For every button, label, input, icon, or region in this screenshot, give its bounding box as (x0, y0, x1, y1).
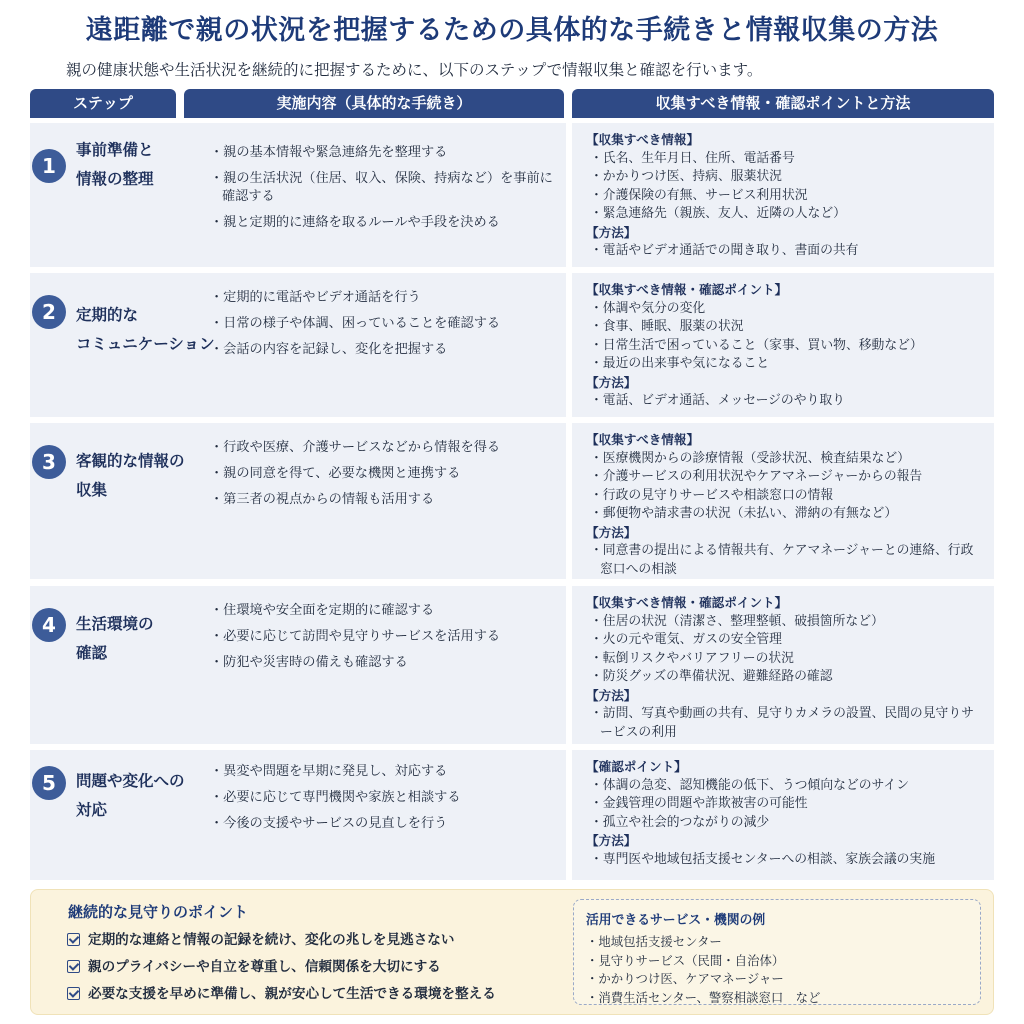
info-heading: 【収集すべき情報】 (586, 132, 700, 147)
step-title-line: 収集 (76, 481, 108, 499)
info-item: ・郵便物や請求書の状況（未払い、滞納の有無など） (590, 506, 898, 521)
step-title-line: 事前準備と (76, 141, 154, 159)
step-actions-list (210, 439, 555, 517)
service-item: ・見守りサービス（民間・自治体） (586, 952, 785, 968)
info-item: ・緊急連絡先（親族、友人、近隣の人など） (590, 206, 846, 221)
method-item: ・訪問、写真や動画の共有、見守りカメラの設置、民間の見守りサービスの利用 (590, 706, 974, 740)
info-item: ・体調や気分の変化 (590, 300, 706, 316)
info-item: ・介護保険の有無、サービス利用状況 (590, 187, 808, 203)
services-box (573, 899, 981, 1005)
action-item: ・必要に応じて専門機関や家族と相談する (210, 790, 461, 805)
method-item: ・同意書の提出による情報共有、ケアマネージャーとの連絡、行政窓口への相談 (590, 543, 974, 577)
info-heading: 【収集すべき情報】 (586, 432, 700, 447)
info-item: ・かかりつけ医、持病、服薬状況 (590, 169, 782, 184)
step-info (586, 281, 986, 411)
step-actions-list (210, 144, 555, 240)
info-item: ・金銭管理の問題や詐欺被害の可能性 (590, 796, 808, 811)
step-number-badge: 2 (32, 295, 66, 329)
step-row-4 (30, 586, 994, 744)
services-title: 活用できるサービス・機関の例 (586, 913, 766, 928)
info-heading: 【収集すべき情報・確認ポイント】 (586, 595, 788, 610)
footer-point: 親のプライバシーや自立を尊重し、信頼関係を大切にする (67, 954, 572, 981)
action-item: ・行政や医療、介護サービスなどから情報を得る (210, 440, 501, 455)
action-item: ・今後の支援やサービスの見直しを行う (210, 816, 448, 831)
info-item: ・住居の状況（清潔さ、整理整頓、破損箇所など） (590, 613, 884, 629)
method-item: ・専門医や地域包括支援センターへの相談、家族会議の実施 (590, 851, 936, 867)
step-title-line: 情報の整理 (76, 170, 154, 188)
info-heading: 【確認ポイント】 (586, 759, 687, 774)
step-title-line: 生活環境の (76, 615, 154, 633)
header-step: ステップ (30, 89, 176, 118)
step-title (76, 767, 206, 825)
info-item: ・氏名、生年月日、住所、電話番号 (590, 150, 795, 166)
page-subtitle: 親の健康状態や生活状況を継続的に把握するために、以下のステップで情報収集と確認を行います。 (66, 61, 763, 79)
service-item: ・地域包括支援センター (586, 934, 722, 949)
step-row-1 (30, 123, 994, 267)
step-row-3 (30, 423, 994, 579)
step-actions-list (210, 602, 555, 680)
step-row-2 (30, 273, 994, 417)
method-heading: 【方法】 (586, 374, 637, 390)
action-item: ・防犯や災害時の備えも確認する (210, 655, 408, 670)
step-info (586, 131, 986, 261)
step-title (76, 447, 206, 505)
page-title: 遠距離で親の状況を把握するための具体的な手続きと情報収集の方法 (85, 15, 939, 46)
service-item: ・消費生活センター、警察相談窓口 など (586, 989, 821, 1005)
step-number-badge: 4 (32, 608, 66, 642)
action-item: ・会話の内容を記録し、変化を把握する (210, 342, 448, 357)
info-item: ・日常生活で困っていること（家事、買い物、移動など） (590, 337, 923, 353)
step-title (76, 136, 206, 194)
action-item: ・異変や問題を早期に発見し、対応する (210, 764, 448, 779)
method-heading: 【方法】 (586, 687, 637, 703)
step-info (586, 431, 986, 579)
step-title-line: 定期的な (76, 306, 139, 324)
action-item: ・第三者の視点からの情報も活用する (210, 492, 435, 507)
services-list (586, 933, 820, 1007)
footer-point: 定期的な連絡と情報の記録を続け、変化の兆しを見逃さない (67, 927, 572, 954)
step-title-line: 問題や変化への (76, 772, 185, 790)
step-number-badge: 1 (32, 149, 66, 183)
info-item: ・火の元や電気、ガスの安全管理 (590, 632, 782, 647)
action-item: ・定期的に電話やビデオ通話を行う (210, 290, 421, 305)
method-heading: 【方法】 (586, 224, 637, 240)
step-title-line: 客観的な情報の (76, 452, 185, 470)
action-item: ・日常の様子や体調、困っていることを確認する (210, 316, 501, 331)
info-item: ・孤立や社会的つながりの減少 (590, 814, 770, 830)
info-item: ・転倒リスクやバリアフリーの状況 (590, 650, 794, 666)
action-item: ・親の同意を得て、必要な機関と連携する (210, 466, 461, 481)
method-heading: 【方法】 (586, 524, 637, 540)
info-item: ・最近の出来事や気になること (590, 356, 770, 371)
action-item: ・親の生活状況（住居、収入、保険、持病など）を事前に確認する (210, 171, 553, 204)
info-heading: 【収集すべき情報・確認ポイント】 (586, 282, 788, 297)
action-item: ・必要に応じて訪問や見守りサービスを活用する (210, 629, 501, 644)
step-actions-list (210, 289, 555, 367)
footer-point: 必要な支援を早めに準備し、親が安心して生活できる環境を整える (67, 981, 572, 1008)
header-info: 収集すべき情報・確認ポイントと方法 (572, 89, 994, 118)
table-header (0, 89, 1024, 118)
step-info (586, 594, 986, 742)
footer-title: 継続的な見守りのポイント (68, 903, 249, 921)
info-item: ・食事、睡眠、服薬の状況 (590, 319, 744, 334)
step-title (76, 610, 206, 668)
service-item: ・かかりつけ医、ケアマネージャー (586, 971, 784, 986)
info-item: ・防災グッズの準備状況、避難経路の確認 (590, 669, 833, 684)
step-title (76, 301, 215, 359)
step-row-5 (30, 750, 994, 880)
info-item: ・介護サービスの利用状況やケアマネージャーからの報告 (590, 469, 923, 484)
checkbox-icon (67, 933, 80, 946)
info-item: ・行政の見守りサービスや相談窓口の情報 (590, 487, 834, 503)
action-item: ・親の基本情報や緊急連絡先を整理する (210, 145, 448, 160)
step-title-line: コミュニケーション (76, 335, 215, 353)
info-item: ・体調の急変、認知機能の低下、うつ傾向などのサイン (590, 777, 910, 793)
checkbox-icon (67, 987, 80, 1000)
step-actions-list (210, 763, 555, 841)
info-item: ・医療機関からの診療情報（受診状況、検査結果など） (590, 450, 910, 466)
step-number-badge: 3 (32, 445, 66, 479)
method-heading: 【方法】 (586, 833, 637, 848)
step-info (586, 758, 986, 869)
step-title-line: 対応 (76, 801, 108, 819)
footer-points (67, 927, 572, 1008)
header-actions: 実施内容（具体的な手続き） (184, 89, 564, 118)
step-title-line: 確認 (76, 644, 108, 662)
action-item: ・住環境や安全面を定期的に確認する (210, 603, 435, 618)
action-item: ・親と定期的に連絡を取るルールや手段を決める (210, 215, 500, 230)
method-item: ・電話、ビデオ通話、メッセージのやり取り (590, 393, 845, 408)
step-number-badge: 5 (32, 766, 66, 800)
checkbox-icon (67, 960, 80, 973)
method-item: ・電話やビデオ通話での聞き取り、書面の共有 (590, 243, 859, 258)
footer-panel (30, 889, 994, 1015)
